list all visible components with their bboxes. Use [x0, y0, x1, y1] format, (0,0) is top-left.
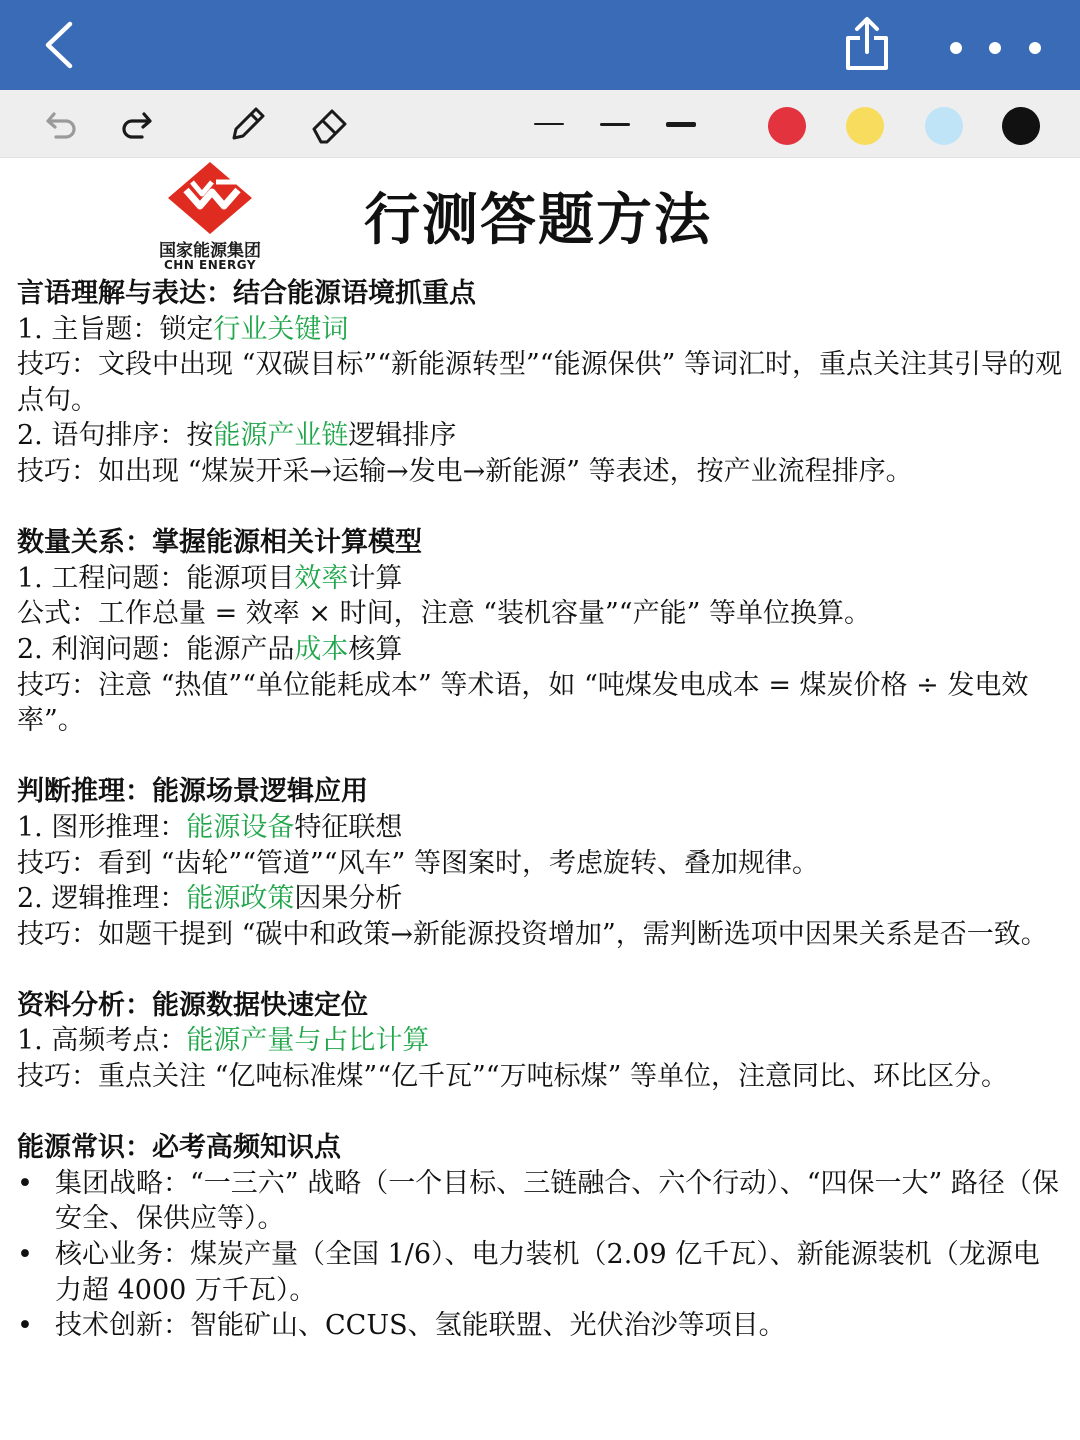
logic-item-2 [17, 881, 1063, 917]
section-title-verbal: 言语理解与表达：结合能源语境抓重点 [17, 278, 476, 309]
back-button[interactable] [34, 18, 88, 72]
item-text: 因果分析 [294, 883, 403, 915]
quant-item-2 [17, 632, 1063, 668]
item-text: 逻辑排序 [348, 420, 457, 452]
item-text: 2. 逻辑推理： [17, 883, 187, 915]
bullet-dot-icon: • [17, 1310, 33, 1342]
more-options-button[interactable] [938, 30, 1048, 66]
highlight-text: 能源设备 [186, 811, 295, 843]
quant-tip-2: 技巧：注意 “热值”“单位能耗成本” 等术语，如 “吨煤发电成本 = 煤炭价格 ÷ 发电效率”。 [17, 669, 1029, 737]
bullet-dot-icon: • [17, 1239, 33, 1271]
logo-english-text: CHN ENERGY [163, 258, 257, 272]
item-text: 2. 利润问题：能源产品 [17, 633, 295, 665]
line-width-thick[interactable] [656, 104, 706, 144]
item-text: 1. 图形推理： [17, 811, 187, 843]
highlight-text: 能源政策 [186, 883, 295, 915]
highlight-text: 成本 [294, 633, 349, 665]
item-text: 2. 语句排序：按 [17, 420, 214, 452]
line-width-medium[interactable] [590, 104, 640, 144]
logo-chinese-text: 国家能源集团 [159, 241, 261, 261]
section-title-data: 资料分析：能源数据快速定位 [17, 989, 368, 1021]
color-swatch-black[interactable] [1002, 107, 1040, 145]
quant-formula: 公式：工作总量 = 效率 × 时间，注意 “装机容量”“产能” 等单位换算。 [17, 598, 871, 630]
list-item [17, 1166, 1063, 1237]
data-item-1 [17, 1023, 1063, 1059]
list-item-text: 核心业务：煤炭产量（全国 1/6）、电力装机（2.09 亿千瓦）、新能源装机（龙源电力超 4000 万千瓦）。 [55, 1239, 1040, 1306]
color-swatch-light-blue[interactable] [925, 107, 963, 145]
top-navigation-bar [0, 0, 1080, 90]
redo-button[interactable] [112, 102, 160, 146]
verbal-item-2 [17, 418, 1063, 454]
verbal-tip-1: 技巧：文段中出现 “双碳目标”“新能源转型”“能源保供” 等词汇时，重点关注其引导的观点句。 [17, 349, 1062, 416]
logic-tip-1: 技巧：看到 “齿轮”“管道”“风车” 等图案时，考虑旋转、叠加规律。 [17, 847, 819, 879]
data-tip-1: 技巧：重点关注 “亿吨标准煤”“亿千瓦”“万吨标煤” 等单位，注意同比、环比区分。 [17, 1061, 1008, 1093]
section-title-common: 能源常识：必考高频知识点 [17, 1132, 341, 1164]
list-item [17, 1237, 1063, 1308]
pencil-icon [226, 102, 270, 146]
list-item-text: 集团战略：“一三六” 战略（一个目标、三链融合、六个行动）、“四保一大” 路径（保安全、保供应等）。 [55, 1167, 1059, 1235]
line-width-thin[interactable] [524, 104, 574, 144]
bullet-dot-icon: • [17, 1167, 33, 1199]
drawing-toolbar [0, 90, 1080, 158]
undo-button[interactable] [38, 102, 86, 146]
highlight-text: 能源产量与占比计算 [186, 1025, 430, 1057]
verbal-item-1 [17, 312, 1063, 348]
list-item [17, 1308, 1063, 1344]
list-item-text: 技术创新：智能矿山、CCUS、氢能联盟、光伏治沙等项目。 [55, 1310, 786, 1342]
item-text: 特征联想 [294, 811, 403, 843]
share-icon [838, 14, 896, 74]
undo-icon [42, 104, 82, 144]
highlight-text: 效率 [294, 562, 349, 594]
item-text: 计算 [348, 562, 403, 594]
item-text: 核算 [348, 633, 403, 665]
quant-item-1 [17, 561, 1063, 597]
logic-tip-2: 技巧：如题干提到 “碳中和政策→新能源投资增加”，需判断选项中因果关系是否一致。 [17, 918, 1048, 950]
color-swatch-red[interactable] [768, 107, 806, 145]
pencil-button[interactable] [224, 102, 272, 146]
eraser-button[interactable] [306, 102, 354, 146]
more-dots-icon [938, 30, 1048, 66]
chevron-left-icon [34, 18, 88, 72]
logic-item-1 [17, 810, 1063, 846]
eraser-icon [308, 102, 352, 146]
section-title-logic: 判断推理：能源场景逻辑应用 [17, 776, 368, 808]
verbal-tip-2: 技巧：如出现 “煤炭开采→运输→发电→新能源” 等表述，按产业流程排序。 [17, 455, 913, 487]
share-button[interactable] [838, 14, 896, 74]
page-title: 行测答题方法 [364, 187, 712, 253]
color-swatch-yellow[interactable] [846, 107, 884, 145]
highlight-text: 行业关键词 [213, 313, 349, 345]
section-title-quant: 数量关系：掌握能源相关计算模型 [17, 527, 422, 559]
chn-energy-emblem-icon [150, 160, 270, 238]
highlight-text: 能源产业链 [213, 420, 349, 452]
item-text: 1. 工程问题：能源项目 [17, 562, 295, 594]
note-content [17, 276, 1063, 1344]
chn-energy-logo [150, 160, 270, 278]
item-text: 1. 主旨题：锁定 [17, 313, 214, 345]
redo-icon [116, 104, 156, 144]
item-text: 1. 高频考点： [17, 1025, 187, 1057]
